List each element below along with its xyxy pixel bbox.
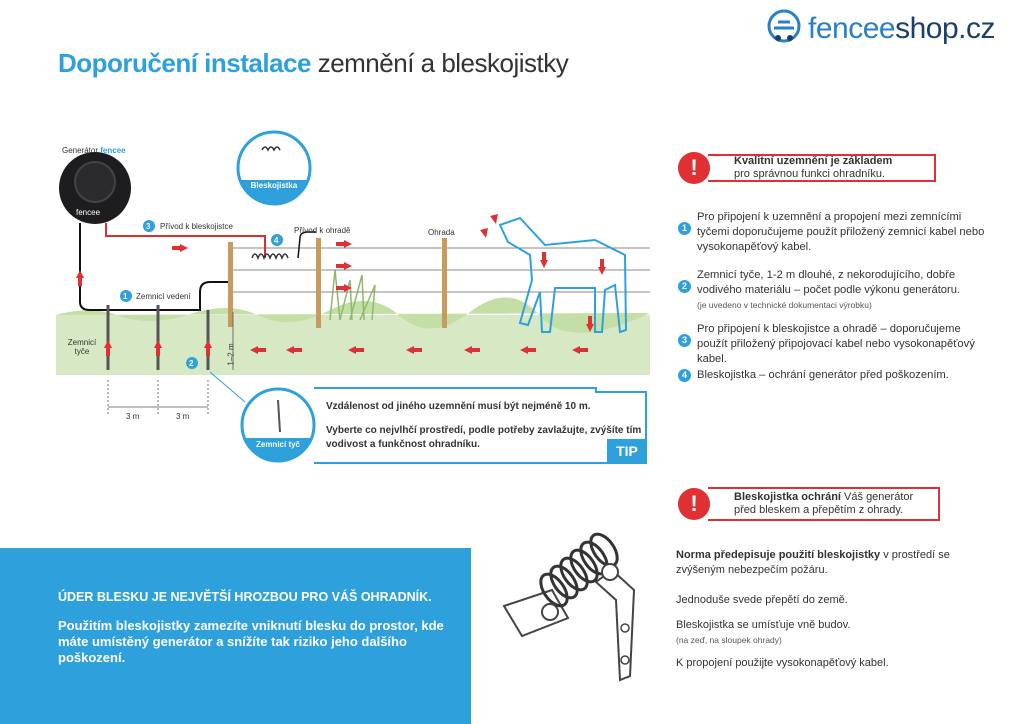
- num-3: 3: [146, 222, 151, 231]
- tip-line-1: Vzdálenost od jiného uzemnění musí být nejméně 10 m.: [326, 401, 591, 412]
- spring-icon: [252, 254, 288, 258]
- fence-logo-icon: [766, 8, 806, 48]
- step-3: 3 Pro připojení k bleskojistce a ohradě – doporučujeme použít přiložený připojovací kabel nebo vysokonapěťový kabel.: [678, 322, 987, 367]
- tip-line-2: Vyberte co nejvlhčí prostředí, podle potřeby zavlažujte, zvýšíte tím vodivost a funkčnost ohradníku.: [326, 425, 642, 450]
- lightning-warning-heading: ÚDER BLESKU JE NEJVĚTŠÍ HROZBOU PRO VÁŠ OHRADNÍK.: [58, 590, 432, 604]
- note-discharge: Jednoduše svede přepětí do země.: [676, 594, 848, 606]
- arrester-callout-label: Bleskojistka: [250, 181, 298, 190]
- num-2: 2: [189, 359, 194, 368]
- page-title: Doporučení instalace zemnění a bleskojistky: [58, 48, 569, 78]
- label-feed-fence: Přívod k ohradě: [294, 226, 351, 235]
- ground-rod-callout-label: Zemnicí tyč: [255, 440, 300, 449]
- installation-diagram: [50, 120, 650, 470]
- label-ground-lead: Zemnicí vedení: [136, 292, 191, 301]
- note-placement: Bleskojistka se umísťuje vně budov. (na zeď, na sloupek ohrady): [676, 619, 851, 645]
- device-brand: fencee: [76, 208, 101, 217]
- alert-arrester: [678, 487, 940, 521]
- lightning-arrester-icon: [492, 520, 662, 690]
- note-norm: Norma předepisuje použití bleskojistky v prostředí se zvýšeným nebezpečím požáru.: [676, 549, 950, 576]
- alert-grounding-box: Kvalitní uzemnění je základem pro správnou funkci ohradníku.: [708, 154, 936, 182]
- lightning-warning-body: Použitím bleskojistky zamezíte vniknutí blesku do prostor, kde máte umístěný generátor a snížíte tak riziko jeho dalšího poškození.: [58, 618, 444, 665]
- label-ground-rods: Zemnicí tyče: [67, 338, 97, 356]
- post-2: [316, 238, 321, 328]
- alert-grounding: [678, 152, 936, 184]
- step-2: 2 Zemnicí tyče, 1-2 m dlouhé, z nekorodujícího, dobře vodivého materiálu – počet podle výkonu generátoru. (je uvedeno v technické dokumentaci výrobku): [678, 268, 987, 313]
- distance-1: 3 m: [126, 412, 140, 421]
- step-1: 1 Pro připojení k uzemnění a propojení mezi zemnícími tyčemi doporučujeme použít přiložený zemnicí kabel nebo vysokonapěťový kabel.: [678, 210, 987, 255]
- brand-logo[interactable]: [766, 8, 995, 48]
- post-3: [442, 238, 447, 328]
- post-1: [228, 242, 233, 327]
- label-feed-arrester: Přívod k bleskojistce: [160, 222, 233, 231]
- exclamation-icon: !: [678, 152, 710, 184]
- note-cable: K propojení použijte vysokonapěťový kabel.: [676, 657, 889, 669]
- generator-label: Generátor fencee: [62, 146, 126, 155]
- label-fence: Ohrada: [428, 228, 455, 237]
- arrester-device-illustration: [492, 520, 662, 690]
- step-4: 4 Bleskojistka – ochrání generátor před poškozením.: [678, 368, 987, 383]
- depth-label: 1–2 m: [226, 343, 236, 366]
- num-1: 1: [123, 292, 128, 301]
- logo-text: fenceeshop.cz: [808, 12, 995, 45]
- num-4: 4: [274, 236, 279, 245]
- exclamation-icon: !: [678, 488, 710, 520]
- tip-tag: TIP: [607, 439, 647, 463]
- distance-2: 3 m: [176, 412, 190, 421]
- alert-arrester-box: Bleskojistka ochrání Váš generátor před bleskem a přepětím z ohrady.: [708, 487, 940, 521]
